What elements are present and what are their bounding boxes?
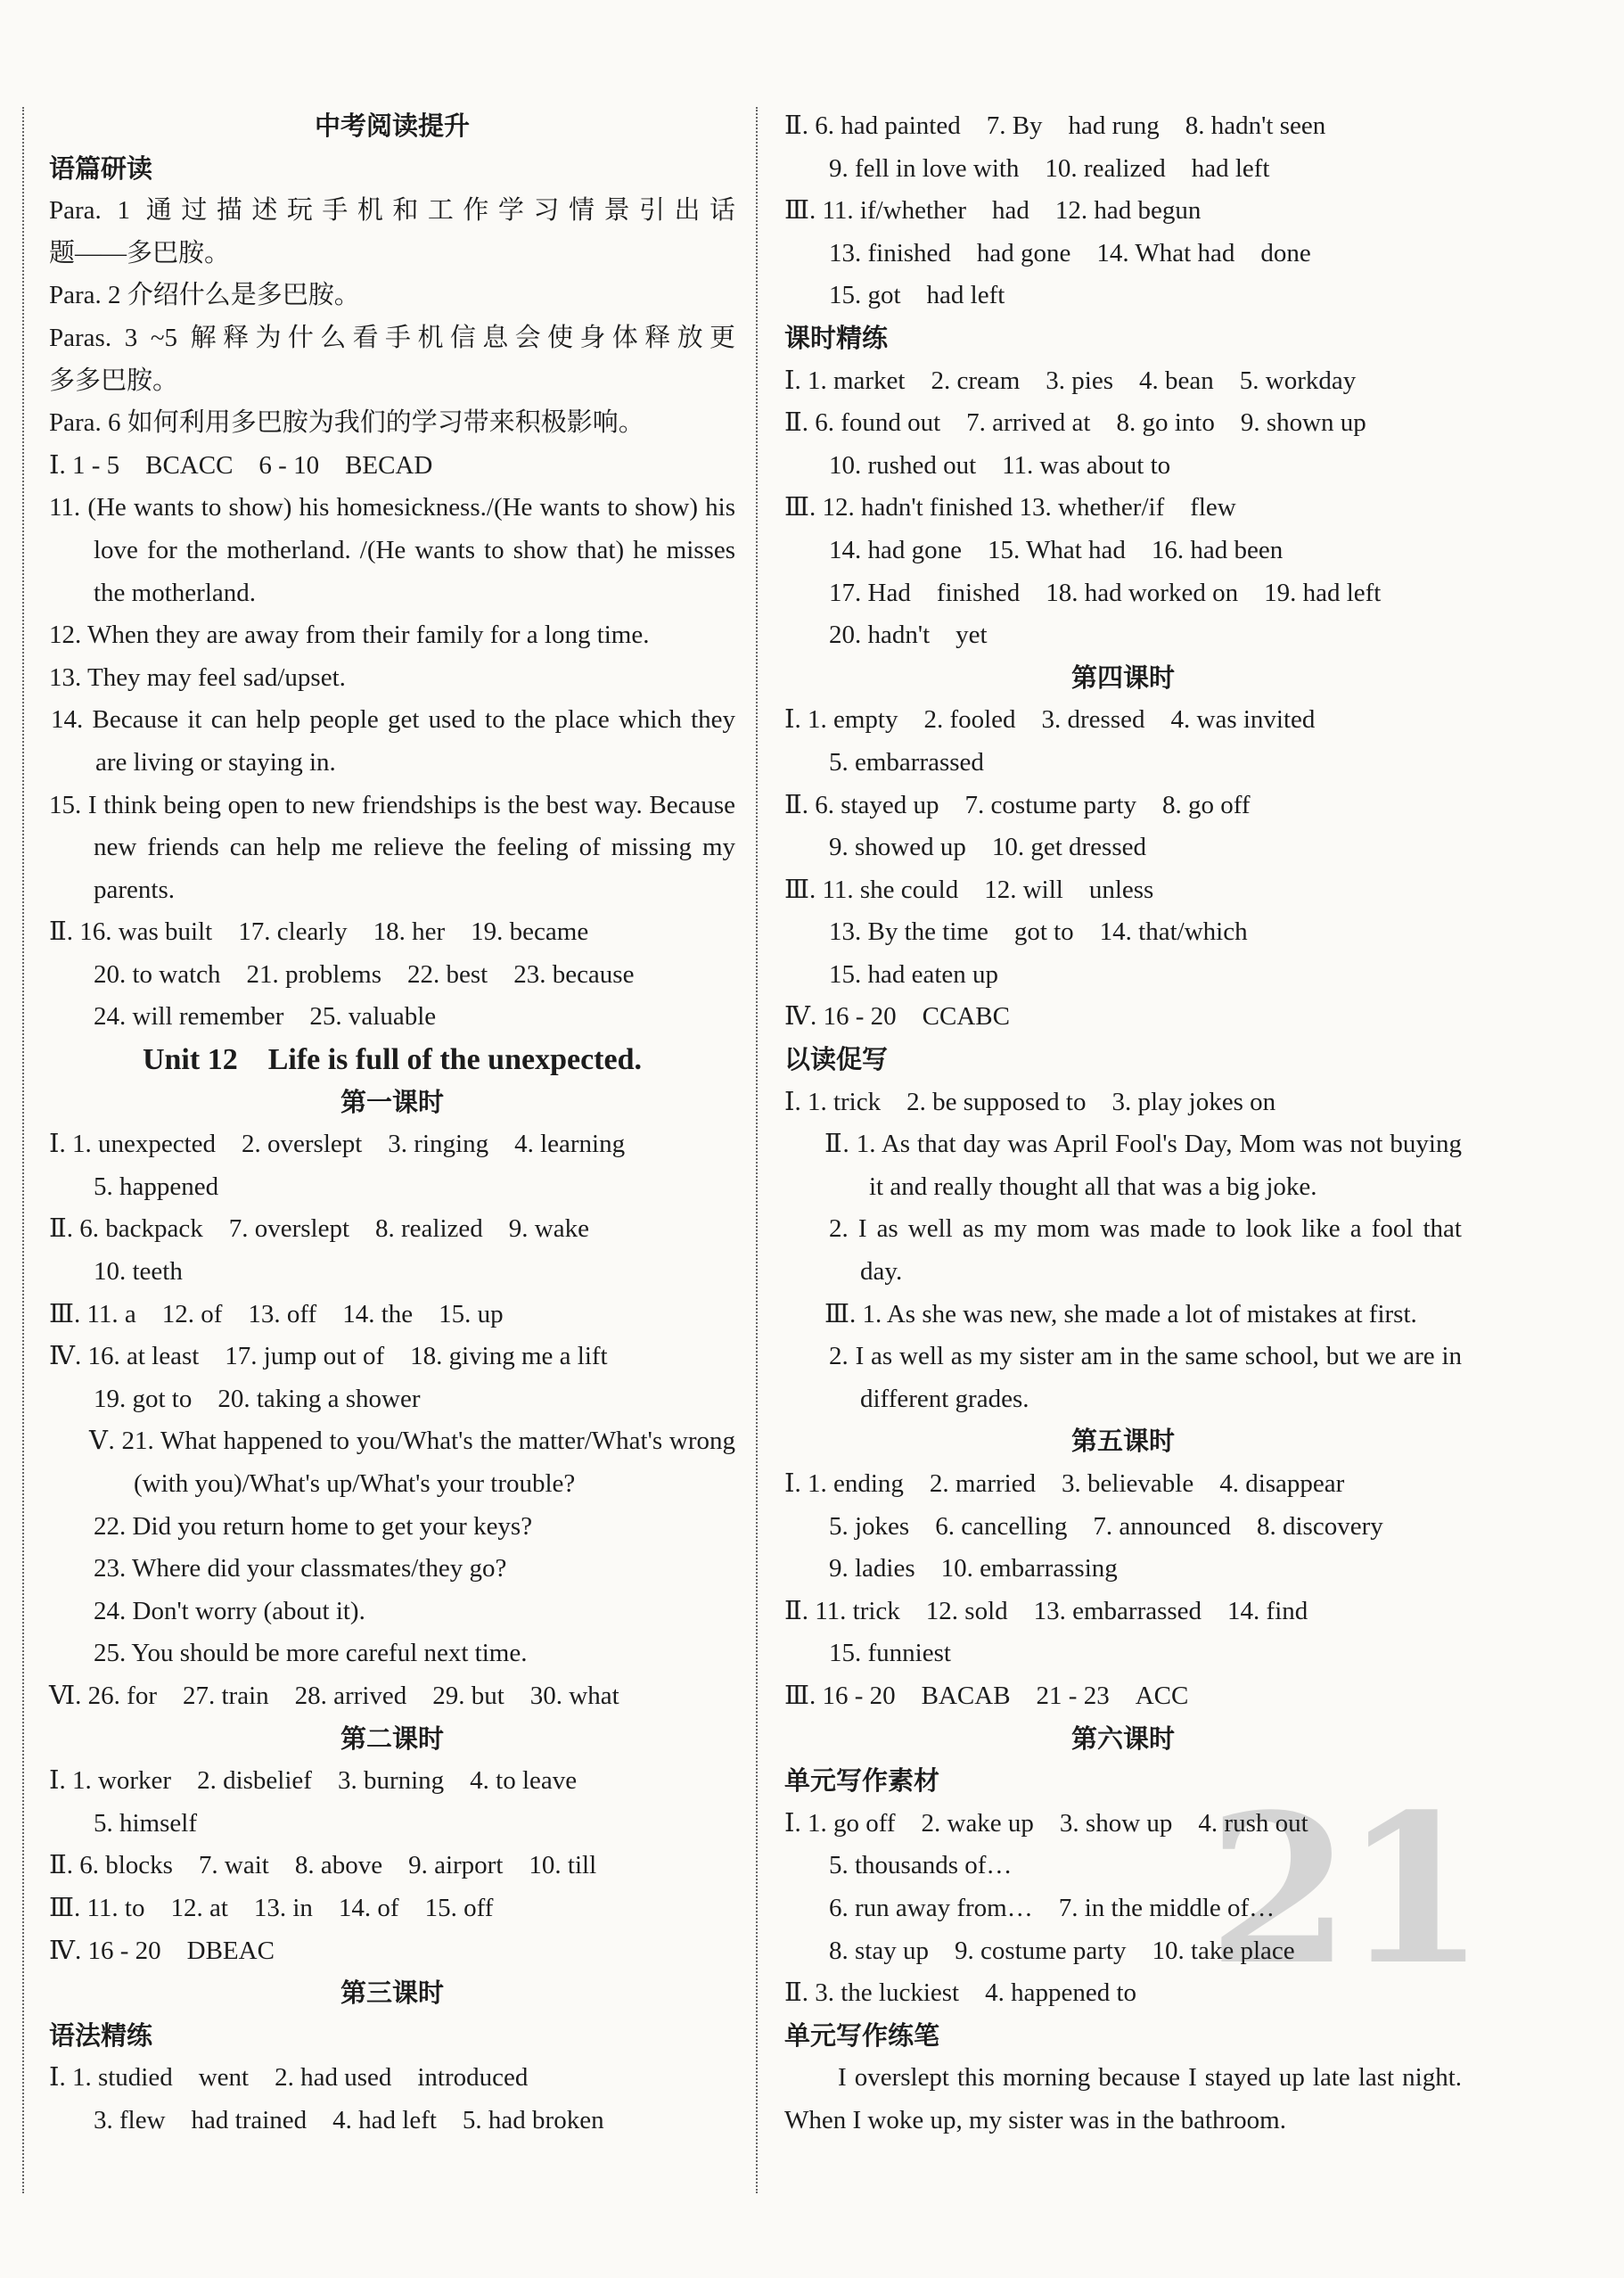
answer-row: Ⅰ. 1. worker 2. disbelief 3. burning 4. to leave — [49, 1766, 578, 1796]
answer-translation-1: Ⅱ. 1. As that day was April Fool's Day, Mom was not buying it and really thought all that was a big joke. — [824, 1130, 1462, 1201]
answer-row: Ⅱ. 6. stayed up 7. costume party 8. go off — [784, 790, 1251, 819]
answer-row: 15. funniest — [829, 1639, 951, 1668]
lesson-1-heading: 第一课时 — [340, 1086, 444, 1117]
answer-12: 12. When they are away from their family for a long time. — [49, 621, 650, 650]
right-column — [784, 105, 1462, 2142]
answer-row: 9. showed up 10. get dressed — [829, 833, 1147, 862]
answer-row: Ⅰ. 1. trick 2. be supposed to 3. play jokes on — [784, 1087, 1276, 1116]
answer-translation-3: Ⅲ. 1. As she was new, she made a lot of mistakes at first. — [824, 1299, 1417, 1328]
answer-25: 25. You should be more careful next time. — [94, 1639, 528, 1668]
answer-row: 5. jokes 6. cancelling 7. announced 8. discovery — [829, 1511, 1383, 1541]
answer-row: 5. himself — [94, 1808, 197, 1838]
paras-3-5-line-a: Paras. 3 ~5 解释为什么看手机信息会使身体释放更 — [49, 323, 735, 352]
para-1-line-b: 题——多巴胺。 — [49, 238, 231, 267]
answer-row: 5. happened — [94, 1172, 219, 1201]
answer-row: 5. thousands of… — [829, 1851, 1013, 1880]
answer-row: 10. teeth — [94, 1257, 183, 1287]
answer-21: Ⅴ. 21. What happened to you/What's the matter/What's wrong (with you)/What's up/What's your trouble? — [89, 1427, 735, 1498]
answer-row: Ⅰ. 1. go off 2. wake up 3. show up 4. rush out — [784, 1808, 1308, 1838]
answer-row: Ⅰ. 1. unexpected 2. overslept 3. ringing 4. learning — [49, 1130, 626, 1159]
answer-row: Ⅰ. 1. ending 2. married 3. believable 4. disappear — [784, 1469, 1345, 1498]
subhead-unit-writing-practice: 单元写作练笔 — [784, 2019, 940, 2051]
answer-row: Ⅲ. 12. hadn't finished 13. whether/if flew — [784, 493, 1236, 522]
unit-title: Unit 12 Life is full of the unexpected. — [142, 1043, 643, 1077]
answer-translation-4: 2. I as well as my sister am in the same school, but we are in different grades. — [829, 1342, 1462, 1413]
answer-row: Ⅱ. 16. was built 17. clearly 18. her 19. became — [49, 917, 589, 947]
answer-row: Ⅰ. 1. studied went 2. had used introduced — [49, 2063, 529, 2093]
section-title: 中考阅读提升 — [314, 111, 470, 141]
answer-row: 15. got had left — [829, 281, 1005, 310]
para-1-line-a: Para. 1 通过描述玩手机和工作学习情景引出话 — [49, 196, 735, 226]
answer-row: 9. ladies 10. embarrassing — [829, 1554, 1118, 1583]
answer-row: Ⅵ. 26. for 27. train 28. arrived 29. but 30. what — [49, 1681, 619, 1710]
answer-row: 20. to watch 21. problems 22. best 23. because — [94, 959, 635, 989]
answer-row: Ⅰ. 1. empty 2. fooled 3. dressed 4. was invited — [784, 705, 1316, 735]
answer-14: 14. Because it can help people get used to the place which they are living or staying in. — [51, 705, 735, 777]
answer-row: Ⅱ. 6. blocks 7. wait 8. above 9. airport 10. till — [49, 1851, 597, 1880]
column-divider — [756, 107, 758, 2193]
answer-row: 10. rushed out 11. was about to — [829, 450, 1171, 480]
lesson-3-heading: 第三课时 — [340, 1978, 444, 2009]
answer-row: 14. had gone 15. What had 16. had been — [829, 535, 1284, 564]
subhead-read-to-write: 以读促写 — [784, 1044, 889, 1075]
lesson-2-heading: 第二课时 — [340, 1723, 444, 1754]
answer-row: Ⅳ. 16. at least 17. jump out of 18. giving me a lift — [49, 1342, 608, 1371]
subhead-unit-writing-material: 单元写作素材 — [784, 1765, 940, 1797]
answer-row: 13. finished had gone 14. What had done — [829, 238, 1311, 267]
answer-row: Ⅰ. 1 - 5 BCACC 6 - 10 BECAD — [49, 450, 433, 480]
subhead-lesson-practice: 课时精练 — [784, 322, 889, 353]
answer-row: Ⅱ. 3. the luckiest 4. happened to — [784, 1978, 1137, 2008]
paras-3-5-line-b: 多多巴胺。 — [49, 366, 179, 395]
answer-row: Ⅳ. 16 - 20 DBEAC — [49, 1936, 275, 1965]
page-number-watermark: 21 — [1208, 1770, 1480, 2011]
answer-row: 6. run away from… 7. in the middle of… — [829, 1893, 1275, 1922]
answer-row: 24. will remember 25. valuable — [94, 1002, 437, 1032]
writing-sample-paragraph: I overslept this morning because I stayed up late last night. When I woke up, my sister was in the bathroom. — [784, 2063, 1462, 2134]
answer-row: Ⅰ. 1. market 2. cream 3. pies 4. bean 5. workday — [784, 366, 1357, 395]
answer-23: 23. Where did your classmates/they go? — [94, 1554, 507, 1583]
left-margin-rule — [22, 107, 24, 2193]
answer-13: 13. They may feel sad/upset. — [49, 662, 346, 692]
answer-row: 20. hadn't yet — [829, 621, 988, 650]
answer-row: 5. embarrassed — [829, 747, 984, 777]
answer-translation-2: 2. I as well as my mom was made to look like a fool that day. — [829, 1214, 1462, 1287]
lesson-5-heading: 第五课时 — [1070, 1426, 1175, 1457]
answer-row: Ⅱ. 6. had painted 7. By had rung 8. hadn't seen — [784, 111, 1326, 140]
para-6: Para. 6 如何利用多巴胺为我们的学习带来积极影响。 — [49, 408, 644, 438]
answer-row: 3. flew had trained 4. had left 5. had broken — [94, 2105, 604, 2134]
answer-row: Ⅲ. 11. if/whether had 12. had begun — [784, 196, 1202, 226]
answer-row: 8. stay up 9. costume party 10. take place — [829, 1936, 1295, 1965]
answer-row: Ⅳ. 16 - 20 CCABC — [784, 1002, 1010, 1032]
answer-row: Ⅲ. 11. a 12. of 13. off 14. the 15. up — [49, 1299, 504, 1328]
answer-row: Ⅲ. 11. to 12. at 13. in 14. of 15. off — [49, 1893, 494, 1922]
subhead-discourse-study: 语篇研读 — [49, 152, 153, 184]
answer-24: 24. Don't worry (about it). — [94, 1596, 365, 1625]
answer-row: Ⅱ. 11. trick 12. sold 13. embarrassed 14. find — [784, 1596, 1308, 1625]
answer-row: 15. had eaten up — [829, 959, 999, 989]
lesson-6-heading: 第六课时 — [1070, 1723, 1175, 1754]
answer-15: 15. I think being open to new friendships is the best way. Because new friends can help me relieve the feeling of missing my parents. — [49, 790, 735, 904]
answer-row: 9. fell in love with 10. realized had left — [829, 153, 1270, 183]
answer-row: Ⅲ. 16 - 20 BACAB 21 - 23 ACC — [784, 1681, 1189, 1710]
subhead-grammar-practice: 语法精练 — [49, 2019, 153, 2051]
lesson-4-heading: 第四课时 — [1070, 662, 1175, 693]
answer-row: 13. By the time got to 14. that/which — [829, 917, 1248, 947]
answer-row: Ⅱ. 6. backpack 7. overslept 8. realized 9. wake — [49, 1214, 589, 1244]
answer-row: 19. got to 20. taking a shower — [94, 1384, 421, 1413]
left-column — [49, 105, 735, 2142]
answer-11: 11. (He wants to show) his homesickness./(He wants to show) his love for the motherland. /(He wants to show that) he misses the motherland. — [49, 493, 735, 607]
answer-row: 17. Had finished 18. had worked on 19. had left — [829, 578, 1382, 607]
answer-row: Ⅲ. 11. she could 12. will unless — [784, 875, 1154, 904]
answer-row: Ⅱ. 6. found out 7. arrived at 8. go into 9. shown up — [784, 408, 1366, 438]
para-2: Para. 2 介绍什么是多巴胺。 — [49, 281, 360, 310]
answer-22: 22. Did you return home to get your keys? — [94, 1511, 533, 1541]
